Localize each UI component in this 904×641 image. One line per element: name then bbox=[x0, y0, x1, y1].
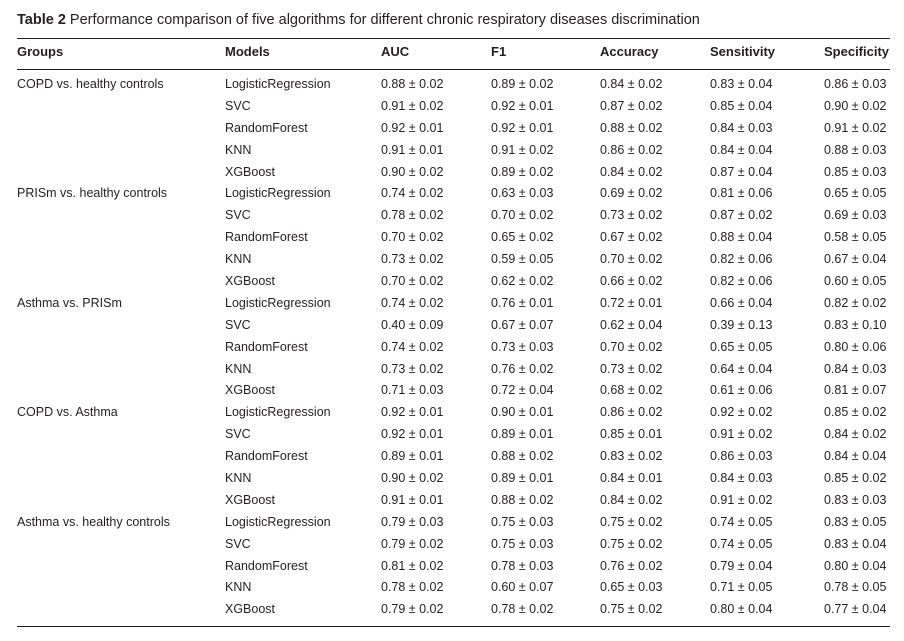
cell-f1: 0.91 ± 0.02 bbox=[491, 142, 554, 157]
cell-f1: 0.75 ± 0.03 bbox=[491, 514, 554, 529]
cell-accuracy: 0.75 ± 0.02 bbox=[600, 514, 663, 529]
cell-accuracy: 0.86 ± 0.02 bbox=[600, 405, 663, 420]
cell-model: LogisticRegression bbox=[225, 514, 331, 529]
cell-f1: 0.92 ± 0.01 bbox=[491, 98, 554, 113]
cell-sensitivity: 0.80 ± 0.04 bbox=[710, 602, 773, 617]
table-row bbox=[0, 97, 904, 119]
table-row bbox=[0, 250, 904, 272]
cell-specificity: 0.78 ± 0.05 bbox=[824, 580, 887, 595]
cell-model: RandomForest bbox=[225, 230, 308, 245]
cell-auc: 0.74 ± 0.02 bbox=[381, 295, 444, 310]
cell-sensitivity: 0.88 ± 0.04 bbox=[710, 230, 773, 245]
cell-specificity: 0.80 ± 0.04 bbox=[824, 558, 887, 573]
cell-accuracy: 0.67 ± 0.02 bbox=[600, 230, 663, 245]
cell-auc: 0.74 ± 0.02 bbox=[381, 186, 444, 201]
cell-accuracy: 0.68 ± 0.02 bbox=[600, 383, 663, 398]
cell-accuracy: 0.86 ± 0.02 bbox=[600, 142, 663, 157]
cell-auc: 0.90 ± 0.02 bbox=[381, 164, 444, 179]
table-row bbox=[0, 403, 904, 425]
table-row bbox=[0, 316, 904, 338]
cell-f1: 0.59 ± 0.05 bbox=[491, 252, 554, 267]
cell-specificity: 0.67 ± 0.04 bbox=[824, 252, 887, 267]
cell-f1: 0.78 ± 0.02 bbox=[491, 602, 554, 617]
cell-model: KNN bbox=[225, 361, 252, 376]
cell-sensitivity: 0.92 ± 0.02 bbox=[710, 405, 773, 420]
header-f1: F1 bbox=[491, 44, 507, 59]
cell-sensitivity: 0.83 ± 0.04 bbox=[710, 77, 773, 91]
cell-sensitivity: 0.39 ± 0.13 bbox=[710, 317, 773, 332]
cell-sensitivity: 0.64 ± 0.04 bbox=[710, 361, 773, 376]
cell-auc: 0.91 ± 0.02 bbox=[381, 98, 444, 113]
cell-f1: 0.92 ± 0.01 bbox=[491, 120, 554, 135]
cell-f1: 0.65 ± 0.02 bbox=[491, 230, 554, 245]
cell-accuracy: 0.84 ± 0.02 bbox=[600, 77, 663, 91]
cell-sensitivity: 0.74 ± 0.05 bbox=[710, 536, 773, 551]
cell-accuracy: 0.73 ± 0.02 bbox=[600, 208, 663, 223]
cell-sensitivity: 0.74 ± 0.05 bbox=[710, 514, 773, 529]
cell-accuracy: 0.73 ± 0.02 bbox=[600, 361, 663, 376]
header-sensitivity: Sensitivity bbox=[710, 44, 776, 59]
cell-model: SVC bbox=[225, 317, 251, 332]
table-row bbox=[0, 119, 904, 141]
cell-model: RandomForest bbox=[225, 449, 308, 464]
cell-f1: 0.89 ± 0.02 bbox=[491, 77, 554, 91]
table-row bbox=[0, 294, 904, 316]
cell-f1: 0.89 ± 0.01 bbox=[491, 471, 554, 486]
table-top-rule bbox=[17, 38, 890, 39]
cell-model: LogisticRegression bbox=[225, 405, 331, 420]
cell-model: RandomForest bbox=[225, 339, 308, 354]
cell-f1: 0.89 ± 0.02 bbox=[491, 164, 554, 179]
cell-model: KNN bbox=[225, 471, 252, 486]
cell-sensitivity: 0.87 ± 0.04 bbox=[710, 164, 773, 179]
cell-specificity: 0.85 ± 0.03 bbox=[824, 164, 887, 179]
cell-auc: 0.89 ± 0.01 bbox=[381, 449, 444, 464]
cell-accuracy: 0.75 ± 0.02 bbox=[600, 536, 663, 551]
cell-model: RandomForest bbox=[225, 120, 308, 135]
cell-model: SVC bbox=[225, 208, 251, 223]
table-row bbox=[0, 578, 904, 600]
cell-model: XGBoost bbox=[225, 383, 276, 398]
cell-group: Asthma vs. PRISm bbox=[17, 295, 122, 310]
table-row bbox=[0, 557, 904, 579]
table-row bbox=[0, 272, 904, 294]
cell-f1: 0.70 ± 0.02 bbox=[491, 208, 554, 223]
cell-specificity: 0.60 ± 0.05 bbox=[824, 274, 887, 289]
table-row bbox=[0, 360, 904, 382]
cell-model: LogisticRegression bbox=[225, 186, 331, 201]
cell-accuracy: 0.72 ± 0.01 bbox=[600, 295, 663, 310]
header-accuracy: Accuracy bbox=[600, 44, 659, 59]
cell-f1: 0.88 ± 0.02 bbox=[491, 449, 554, 464]
cell-accuracy: 0.70 ± 0.02 bbox=[600, 339, 663, 354]
cell-f1: 0.78 ± 0.03 bbox=[491, 558, 554, 573]
table-row bbox=[0, 425, 904, 447]
cell-model: KNN bbox=[225, 252, 252, 267]
cell-auc: 0.92 ± 0.01 bbox=[381, 120, 444, 135]
cell-sensitivity: 0.66 ± 0.04 bbox=[710, 295, 773, 310]
cell-f1: 0.76 ± 0.02 bbox=[491, 361, 554, 376]
table-row bbox=[0, 535, 904, 557]
cell-auc: 0.79 ± 0.03 bbox=[381, 514, 444, 529]
header-auc: AUC bbox=[381, 44, 410, 59]
cell-specificity: 0.77 ± 0.04 bbox=[824, 602, 887, 617]
cell-specificity: 0.88 ± 0.03 bbox=[824, 142, 887, 157]
cell-sensitivity: 0.84 ± 0.03 bbox=[710, 120, 773, 135]
cell-sensitivity: 0.87 ± 0.02 bbox=[710, 208, 773, 223]
cell-model: RandomForest bbox=[225, 558, 308, 573]
table-row bbox=[0, 513, 904, 535]
table-row bbox=[0, 206, 904, 228]
cell-f1: 0.72 ± 0.04 bbox=[491, 383, 554, 398]
cell-sensitivity: 0.81 ± 0.06 bbox=[710, 186, 773, 201]
cell-auc: 0.74 ± 0.02 bbox=[381, 339, 444, 354]
cell-auc: 0.73 ± 0.02 bbox=[381, 361, 444, 376]
cell-specificity: 0.85 ± 0.02 bbox=[824, 471, 887, 486]
cell-auc: 0.91 ± 0.01 bbox=[381, 142, 444, 157]
cell-sensitivity: 0.91 ± 0.02 bbox=[710, 492, 773, 507]
cell-auc: 0.70 ± 0.02 bbox=[381, 230, 444, 245]
cell-auc: 0.78 ± 0.02 bbox=[381, 208, 444, 223]
cell-model: LogisticRegression bbox=[225, 77, 331, 91]
cell-group: COPD vs. healthy controls bbox=[17, 77, 164, 91]
table-caption bbox=[17, 12, 700, 28]
cell-f1: 0.73 ± 0.03 bbox=[491, 339, 554, 354]
cell-sensitivity: 0.82 ± 0.06 bbox=[710, 274, 773, 289]
table-row bbox=[0, 447, 904, 469]
cell-model: XGBoost bbox=[225, 602, 276, 617]
cell-sensitivity: 0.84 ± 0.04 bbox=[710, 142, 773, 157]
cell-model: LogisticRegression bbox=[225, 295, 331, 310]
table-row bbox=[0, 338, 904, 360]
cell-sensitivity: 0.84 ± 0.03 bbox=[710, 471, 773, 486]
cell-specificity: 0.84 ± 0.04 bbox=[824, 449, 887, 464]
cell-accuracy: 0.83 ± 0.02 bbox=[600, 449, 663, 464]
table-row bbox=[0, 491, 904, 513]
table-caption-label: Table 2 bbox=[17, 12, 66, 28]
cell-auc: 0.73 ± 0.02 bbox=[381, 252, 444, 267]
table-header-rule bbox=[17, 69, 890, 70]
cell-sensitivity: 0.79 ± 0.04 bbox=[710, 558, 773, 573]
cell-accuracy: 0.75 ± 0.02 bbox=[600, 602, 663, 617]
cell-sensitivity: 0.82 ± 0.06 bbox=[710, 252, 773, 267]
cell-f1: 0.89 ± 0.01 bbox=[491, 427, 554, 442]
cell-group: PRISm vs. healthy controls bbox=[17, 186, 168, 201]
cell-sensitivity: 0.86 ± 0.03 bbox=[710, 449, 773, 464]
cell-sensitivity: 0.61 ± 0.06 bbox=[710, 383, 773, 398]
table-caption-text: Performance comparison of five algorithms for different chronic respiratory diseases discrimination bbox=[69, 12, 700, 28]
cell-accuracy: 0.84 ± 0.01 bbox=[600, 471, 663, 486]
table-row bbox=[0, 381, 904, 403]
cell-auc: 0.71 ± 0.03 bbox=[381, 383, 444, 398]
table-row bbox=[0, 163, 904, 185]
cell-auc: 0.92 ± 0.01 bbox=[381, 405, 444, 420]
cell-specificity: 0.84 ± 0.02 bbox=[824, 427, 887, 442]
cell-accuracy: 0.66 ± 0.02 bbox=[600, 274, 663, 289]
cell-accuracy: 0.76 ± 0.02 bbox=[600, 558, 663, 573]
cell-sensitivity: 0.91 ± 0.02 bbox=[710, 427, 773, 442]
table-body bbox=[0, 75, 904, 622]
cell-model: KNN bbox=[225, 580, 252, 595]
cell-specificity: 0.83 ± 0.10 bbox=[824, 317, 887, 332]
cell-model: SVC bbox=[225, 536, 251, 551]
cell-auc: 0.91 ± 0.01 bbox=[381, 492, 444, 507]
cell-f1: 0.67 ± 0.07 bbox=[491, 317, 554, 332]
table-row bbox=[0, 228, 904, 250]
table-row bbox=[0, 469, 904, 491]
cell-f1: 0.88 ± 0.02 bbox=[491, 492, 554, 507]
table-bottom-rule bbox=[17, 626, 890, 627]
cell-specificity: 0.82 ± 0.02 bbox=[824, 295, 887, 310]
cell-accuracy: 0.65 ± 0.03 bbox=[600, 580, 663, 595]
cell-auc: 0.88 ± 0.02 bbox=[381, 77, 444, 91]
cell-model: KNN bbox=[225, 142, 252, 157]
cell-accuracy: 0.87 ± 0.02 bbox=[600, 98, 663, 113]
cell-model: SVC bbox=[225, 427, 251, 442]
cell-auc: 0.92 ± 0.01 bbox=[381, 427, 444, 442]
cell-f1: 0.60 ± 0.07 bbox=[491, 580, 554, 595]
cell-accuracy: 0.84 ± 0.02 bbox=[600, 164, 663, 179]
cell-accuracy: 0.62 ± 0.04 bbox=[600, 317, 663, 332]
cell-specificity: 0.81 ± 0.07 bbox=[824, 383, 887, 398]
header-groups: Groups bbox=[17, 44, 64, 59]
header-specificity: Specificity bbox=[824, 44, 890, 59]
cell-specificity: 0.83 ± 0.03 bbox=[824, 492, 887, 507]
cell-sensitivity: 0.65 ± 0.05 bbox=[710, 339, 773, 354]
cell-model: XGBoost bbox=[225, 274, 276, 289]
cell-group: COPD vs. Asthma bbox=[17, 405, 118, 420]
cell-specificity: 0.80 ± 0.06 bbox=[824, 339, 887, 354]
cell-model: XGBoost bbox=[225, 164, 276, 179]
cell-f1: 0.76 ± 0.01 bbox=[491, 295, 554, 310]
cell-auc: 0.79 ± 0.02 bbox=[381, 536, 444, 551]
cell-specificity: 0.91 ± 0.02 bbox=[824, 120, 887, 135]
cell-group: Asthma vs. healthy controls bbox=[17, 514, 170, 529]
cell-specificity: 0.83 ± 0.04 bbox=[824, 536, 887, 551]
cell-accuracy: 0.70 ± 0.02 bbox=[600, 252, 663, 267]
cell-accuracy: 0.85 ± 0.01 bbox=[600, 427, 663, 442]
cell-specificity: 0.85 ± 0.02 bbox=[824, 405, 887, 420]
cell-accuracy: 0.88 ± 0.02 bbox=[600, 120, 663, 135]
table-row bbox=[0, 75, 904, 97]
cell-auc: 0.79 ± 0.02 bbox=[381, 602, 444, 617]
cell-specificity: 0.65 ± 0.05 bbox=[824, 186, 887, 201]
cell-auc: 0.40 ± 0.09 bbox=[381, 317, 444, 332]
cell-auc: 0.70 ± 0.02 bbox=[381, 274, 444, 289]
cell-specificity: 0.83 ± 0.05 bbox=[824, 514, 887, 529]
cell-specificity: 0.58 ± 0.05 bbox=[824, 230, 887, 245]
table-row bbox=[0, 141, 904, 163]
cell-specificity: 0.90 ± 0.02 bbox=[824, 98, 887, 113]
cell-auc: 0.81 ± 0.02 bbox=[381, 558, 444, 573]
cell-model: SVC bbox=[225, 98, 251, 113]
table-header-row bbox=[0, 44, 904, 64]
table-row bbox=[0, 184, 904, 206]
cell-sensitivity: 0.71 ± 0.05 bbox=[710, 580, 773, 595]
cell-f1: 0.63 ± 0.03 bbox=[491, 186, 554, 201]
cell-specificity: 0.86 ± 0.03 bbox=[824, 77, 887, 91]
cell-specificity: 0.69 ± 0.03 bbox=[824, 208, 887, 223]
cell-model: XGBoost bbox=[225, 492, 276, 507]
cell-specificity: 0.84 ± 0.03 bbox=[824, 361, 887, 376]
cell-f1: 0.62 ± 0.02 bbox=[491, 274, 554, 289]
table-row bbox=[0, 600, 904, 622]
cell-f1: 0.75 ± 0.03 bbox=[491, 536, 554, 551]
header-models: Models bbox=[225, 44, 270, 59]
cell-accuracy: 0.69 ± 0.02 bbox=[600, 186, 663, 201]
cell-auc: 0.78 ± 0.02 bbox=[381, 580, 444, 595]
cell-sensitivity: 0.85 ± 0.04 bbox=[710, 98, 773, 113]
cell-accuracy: 0.84 ± 0.02 bbox=[600, 492, 663, 507]
cell-f1: 0.90 ± 0.01 bbox=[491, 405, 554, 420]
cell-auc: 0.90 ± 0.02 bbox=[381, 471, 444, 486]
